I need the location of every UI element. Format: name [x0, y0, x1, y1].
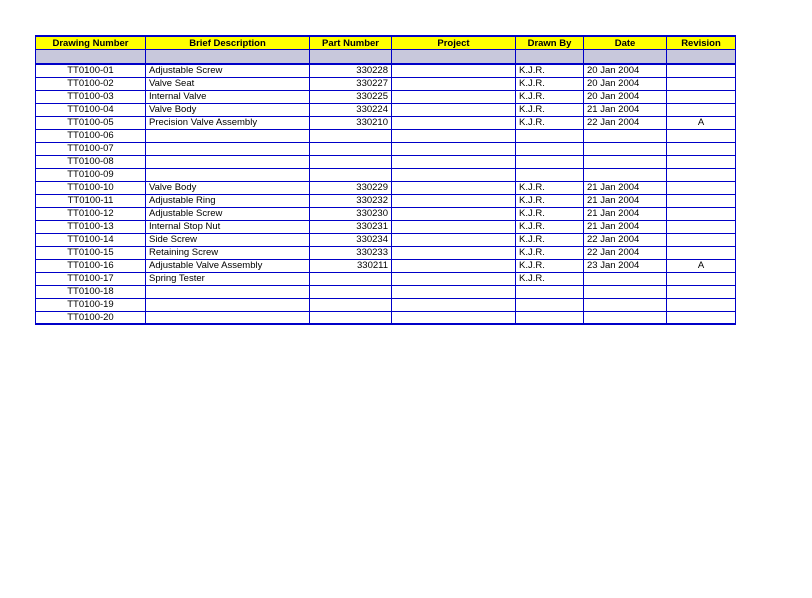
table-row: [36, 90, 736, 103]
part-number-cell[interactable]: [310, 298, 392, 311]
part-number-cell[interactable]: 330211: [310, 259, 392, 272]
description-cell[interactable]: Internal Stop Nut: [146, 220, 310, 233]
table-row: [36, 103, 736, 116]
revision-cell[interactable]: [667, 129, 736, 142]
table-row: [36, 311, 736, 324]
date-cell[interactable]: [584, 285, 667, 298]
project-cell[interactable]: [392, 272, 516, 285]
revision-cell[interactable]: [667, 77, 736, 90]
drawing-number-cell[interactable]: TT0100-20: [36, 311, 146, 324]
part-number-cell[interactable]: 330230: [310, 207, 392, 220]
drawn-by-cell[interactable]: [516, 285, 584, 298]
description-cell[interactable]: [146, 285, 310, 298]
drawing-number-cell[interactable]: TT0100-18: [36, 285, 146, 298]
project-cell[interactable]: [392, 64, 516, 77]
description-cell[interactable]: Internal Valve: [146, 90, 310, 103]
part-number-cell[interactable]: 330232: [310, 194, 392, 207]
revision-cell[interactable]: [667, 142, 736, 155]
date-cell[interactable]: [584, 155, 667, 168]
date-cell[interactable]: 20 Jan 2004: [584, 77, 667, 90]
project-cell[interactable]: [392, 90, 516, 103]
description-cell[interactable]: [146, 155, 310, 168]
description-cell[interactable]: Valve Seat: [146, 77, 310, 90]
drawing-number-cell[interactable]: TT0100-09: [36, 168, 146, 181]
part-number-cell[interactable]: [310, 155, 392, 168]
drawn-by-cell[interactable]: K.J.R.: [516, 233, 584, 246]
description-cell[interactable]: [146, 142, 310, 155]
drawn-by-cell[interactable]: [516, 155, 584, 168]
drawn-by-cell[interactable]: K.J.R.: [516, 103, 584, 116]
date-cell[interactable]: 22 Jan 2004: [584, 116, 667, 129]
drawing-register-table: [35, 35, 736, 325]
revision-cell[interactable]: [667, 168, 736, 181]
part-number-cell[interactable]: 330229: [310, 181, 392, 194]
project-cell[interactable]: [392, 181, 516, 194]
description-cell[interactable]: Adjustable Ring: [146, 194, 310, 207]
spacer-cell: [310, 50, 392, 65]
drawing-number-cell[interactable]: TT0100-03: [36, 90, 146, 103]
date-cell[interactable]: [584, 272, 667, 285]
table-row: [36, 181, 736, 194]
drawing-number-cell[interactable]: TT0100-14: [36, 233, 146, 246]
revision-cell[interactable]: [667, 298, 736, 311]
table-row: [36, 246, 736, 259]
table-row: [36, 116, 736, 129]
description-cell[interactable]: [146, 129, 310, 142]
drawn-by-cell[interactable]: K.J.R.: [516, 90, 584, 103]
date-cell[interactable]: 21 Jan 2004: [584, 220, 667, 233]
drawn-by-cell[interactable]: K.J.R.: [516, 116, 584, 129]
date-cell[interactable]: 23 Jan 2004: [584, 259, 667, 272]
project-cell[interactable]: [392, 129, 516, 142]
drawn-by-cell[interactable]: K.J.R.: [516, 220, 584, 233]
table-row: [36, 64, 736, 77]
drawing-number-cell[interactable]: TT0100-12: [36, 207, 146, 220]
header-revision[interactable]: Revision: [667, 36, 736, 50]
header-drawn-by[interactable]: Drawn By: [516, 36, 584, 50]
project-cell[interactable]: [392, 233, 516, 246]
part-number-cell[interactable]: 330225: [310, 90, 392, 103]
date-cell[interactable]: [584, 311, 667, 324]
project-cell[interactable]: [392, 194, 516, 207]
date-cell[interactable]: 21 Jan 2004: [584, 207, 667, 220]
description-cell[interactable]: Precision Valve Assembly: [146, 116, 310, 129]
description-cell[interactable]: Side Screw: [146, 233, 310, 246]
header-spacer-row: [36, 50, 736, 65]
header-project[interactable]: Project: [392, 36, 516, 50]
drawn-by-cell[interactable]: K.J.R.: [516, 181, 584, 194]
drawing-number-cell[interactable]: TT0100-08: [36, 155, 146, 168]
header-date[interactable]: Date: [584, 36, 667, 50]
revision-cell[interactable]: [667, 64, 736, 77]
description-cell[interactable]: Valve Body: [146, 181, 310, 194]
part-number-cell[interactable]: 330224: [310, 103, 392, 116]
drawn-by-cell[interactable]: [516, 168, 584, 181]
drawn-by-cell[interactable]: [516, 129, 584, 142]
drawn-by-cell[interactable]: [516, 298, 584, 311]
date-cell[interactable]: [584, 129, 667, 142]
description-cell[interactable]: Adjustable Screw: [146, 64, 310, 77]
project-cell[interactable]: [392, 155, 516, 168]
drawn-by-cell[interactable]: K.J.R.: [516, 207, 584, 220]
date-cell[interactable]: 20 Jan 2004: [584, 90, 667, 103]
project-cell[interactable]: [392, 220, 516, 233]
project-cell[interactable]: [392, 77, 516, 90]
header-brief-description[interactable]: Brief Description: [146, 36, 310, 50]
part-number-cell[interactable]: 330234: [310, 233, 392, 246]
drawing-number-cell[interactable]: TT0100-04: [36, 103, 146, 116]
description-cell[interactable]: [146, 311, 310, 324]
drawing-number-cell[interactable]: TT0100-13: [36, 220, 146, 233]
description-cell[interactable]: Adjustable Valve Assembly: [146, 259, 310, 272]
table-body: [36, 64, 736, 324]
part-number-cell[interactable]: [310, 311, 392, 324]
drawing-number-cell[interactable]: TT0100-11: [36, 194, 146, 207]
date-cell[interactable]: 20 Jan 2004: [584, 64, 667, 77]
revision-cell[interactable]: [667, 220, 736, 233]
drawing-number-cell[interactable]: TT0100-17: [36, 272, 146, 285]
date-cell[interactable]: 21 Jan 2004: [584, 181, 667, 194]
drawn-by-cell[interactable]: K.J.R.: [516, 246, 584, 259]
date-cell[interactable]: [584, 142, 667, 155]
header-part-number[interactable]: Part Number: [310, 36, 392, 50]
date-cell[interactable]: 21 Jan 2004: [584, 103, 667, 116]
description-cell[interactable]: Spring Tester: [146, 272, 310, 285]
date-cell[interactable]: [584, 298, 667, 311]
revision-cell[interactable]: A: [667, 116, 736, 129]
drawn-by-cell[interactable]: K.J.R.: [516, 77, 584, 90]
date-cell[interactable]: 22 Jan 2004: [584, 246, 667, 259]
part-number-cell[interactable]: [310, 129, 392, 142]
header-row: [36, 36, 736, 50]
spacer-cell: [516, 50, 584, 65]
part-number-cell[interactable]: 330233: [310, 246, 392, 259]
part-number-cell[interactable]: [310, 285, 392, 298]
revision-cell[interactable]: [667, 90, 736, 103]
project-cell[interactable]: [392, 311, 516, 324]
table-row: [36, 220, 736, 233]
drawn-by-cell[interactable]: K.J.R.: [516, 64, 584, 77]
drawn-by-cell[interactable]: [516, 311, 584, 324]
part-number-cell[interactable]: 330231: [310, 220, 392, 233]
spacer-cell: [667, 50, 736, 65]
project-cell[interactable]: [392, 142, 516, 155]
part-number-cell[interactable]: 330228: [310, 64, 392, 77]
revision-cell[interactable]: [667, 233, 736, 246]
header-drawing-number[interactable]: Drawing Number: [36, 36, 146, 50]
project-cell[interactable]: [392, 285, 516, 298]
drawing-number-cell[interactable]: TT0100-16: [36, 259, 146, 272]
part-number-cell[interactable]: 330210: [310, 116, 392, 129]
project-cell[interactable]: [392, 298, 516, 311]
part-number-cell[interactable]: 330227: [310, 77, 392, 90]
date-cell[interactable]: 22 Jan 2004: [584, 233, 667, 246]
spacer-cell: [584, 50, 667, 65]
spacer-cell: [392, 50, 516, 65]
project-cell[interactable]: [392, 259, 516, 272]
table-row: [36, 168, 736, 181]
project-cell[interactable]: [392, 116, 516, 129]
revision-cell[interactable]: [667, 155, 736, 168]
revision-cell[interactable]: [667, 311, 736, 324]
drawing-number-cell[interactable]: TT0100-01: [36, 64, 146, 77]
revision-cell[interactable]: [667, 194, 736, 207]
table-row: [36, 272, 736, 285]
table-row: [36, 259, 736, 272]
revision-cell[interactable]: [667, 246, 736, 259]
drawing-number-cell[interactable]: TT0100-15: [36, 246, 146, 259]
drawing-number-cell[interactable]: TT0100-07: [36, 142, 146, 155]
date-cell[interactable]: [584, 168, 667, 181]
table-row: [36, 77, 736, 90]
revision-cell[interactable]: [667, 103, 736, 116]
drawing-number-cell[interactable]: TT0100-19: [36, 298, 146, 311]
table-row: [36, 233, 736, 246]
drawn-by-cell[interactable]: K.J.R.: [516, 194, 584, 207]
revision-cell[interactable]: [667, 181, 736, 194]
project-cell[interactable]: [392, 246, 516, 259]
date-cell[interactable]: 21 Jan 2004: [584, 194, 667, 207]
drawing-number-cell[interactable]: TT0100-05: [36, 116, 146, 129]
drawing-number-cell[interactable]: TT0100-02: [36, 77, 146, 90]
project-cell[interactable]: [392, 103, 516, 116]
revision-cell[interactable]: [667, 272, 736, 285]
table-row: [36, 129, 736, 142]
description-cell[interactable]: Adjustable Screw: [146, 207, 310, 220]
description-cell[interactable]: [146, 298, 310, 311]
description-cell[interactable]: [146, 168, 310, 181]
revision-cell[interactable]: [667, 285, 736, 298]
part-number-cell[interactable]: [310, 272, 392, 285]
drawn-by-cell[interactable]: K.J.R.: [516, 259, 584, 272]
part-number-cell[interactable]: [310, 142, 392, 155]
description-cell[interactable]: Retaining Screw: [146, 246, 310, 259]
table-row: [36, 207, 736, 220]
drawing-number-cell[interactable]: TT0100-06: [36, 129, 146, 142]
drawn-by-cell[interactable]: [516, 142, 584, 155]
revision-cell[interactable]: A: [667, 259, 736, 272]
table-row: [36, 285, 736, 298]
drawn-by-cell[interactable]: K.J.R.: [516, 272, 584, 285]
table-row: [36, 194, 736, 207]
part-number-cell[interactable]: [310, 168, 392, 181]
spacer-cell: [146, 50, 310, 65]
table-row: [36, 298, 736, 311]
table-row: [36, 155, 736, 168]
spacer-cell: [36, 50, 146, 65]
description-cell[interactable]: Valve Body: [146, 103, 310, 116]
table-row: [36, 142, 736, 155]
project-cell[interactable]: [392, 207, 516, 220]
revision-cell[interactable]: [667, 207, 736, 220]
project-cell[interactable]: [392, 168, 516, 181]
drawing-number-cell[interactable]: TT0100-10: [36, 181, 146, 194]
